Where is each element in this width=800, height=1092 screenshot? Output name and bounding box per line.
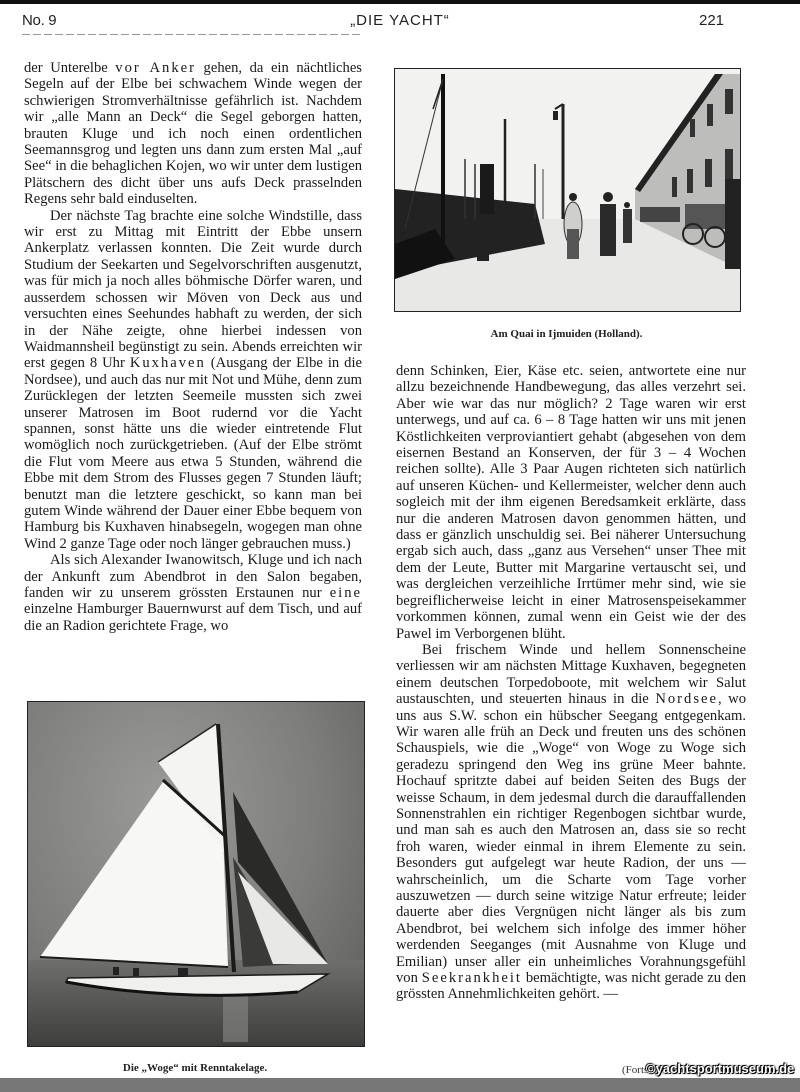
paragraph: Der nächste Tag brachte eine solche Windstille, dass wir erst zu Mittag mit Eintritt der Ebbe unsern Ankerplatz verlassen konnten. Die Zeit wurde durch Studium der Seekarten und Segelvorschriften ausgenutzt, was für mich ja noch alles böhmische Dörfer waren, und ausserdem schossen wir Möven von Deck aus und versuchten eines Seehundes habhaft zu werden, der sich in der Nähe zeigte, ohne hierbei indessen von Waidmannsheil begünstigt zu sein. Abends erreichten wir erst gegen 8 Uhr Kuxhaven (Ausgang der Elbe in die Nordsee), und auch das nur mit Not und Mühe, denn zum Zurücklegen der letzten Seemeile mussten sich zwei unserer Matrosen im Boot rudernd vor die Yacht spannen, sonst hätte uns die wieder eintretende Flut womöglich noch zurückgetrieben. (Auf der Elbe strömt die Flut vom Meere aus etwa 5 Stunden, während die Ebbe mit dem Strom des Flusses gegen 7 Stunden läuft; benutzt man die letztere geschickt, so kann man bei gutem Winde während der Dauer einer Ebbe bequem von Hamburg bis Kuxhaven hinabsegeln, wogegen man ohne Wind 2 ganze Tage oder noch länger gebrauchen muss.)	[24, 207, 362, 552]
journal-title: „DIE YACHT“	[350, 12, 450, 29]
photo-quai-ijmuiden	[394, 68, 741, 312]
paragraph: Als sich Alexander Iwanowitsch, Kluge und ich nach der Ankunft zum Abendbrot in den Salon begaben, fanden wir zu unserem grössten Erstaunen nur eine einzelne Hamburger Bauernwurst auf dem Tisch, und auf die an Radion gerichtete Frage, wo	[24, 552, 362, 634]
paragraph: denn Schinken, Eier, Käse etc. seien, antwortete eine nur allzu bezeichnende Handbewegung, das alles verzehrt sei. Aber wie war das nur möglich? 2 Tage waren wir erst unterwegs, und auf ca. 6 – 8 Tage hatten wir uns mit jenen Köstlichkeiten verproviantiert gehabt (abgesehen von dem eisernen Bestand an Konserven, der für 3 – 4 Wochen reichen sollte). Alle 3 Paar Augen richteten sich natürlich auf unseren Küchen- und Kellermeister, welcher denn auch sogleich mit der ihm eigenen Beredsamkeit erklärte, dass nur die anderen Matrosen davon genommen hätten, und dass er gänzlich unschuldig sei. Bei näherer Untersuchung ergab sich auch, dass „ganz aus Versehen“ unser Thee mit dem der Leute, Butter mit Margarine vertauscht sei, und was dergleichen verzeihliche Irrtümer mehr sind, wie sie begreiflicherweise leicht in einer Matrosenspeisekammer vorkommen können, zumal wenn ein Geist wie der des Pawel im Verborgenen blüht.	[396, 363, 746, 642]
watermark: ©yachtsportmuseum.de	[646, 1061, 795, 1076]
right-text-column	[396, 363, 746, 1003]
page-number: 221	[699, 12, 725, 29]
caption-quai: Am Quai in Ijmuiden (Holland).	[490, 328, 643, 340]
continuation-note: (Forts	[622, 1064, 649, 1076]
header-rule	[22, 34, 362, 35]
scan-bottom-edge	[0, 1078, 800, 1092]
issue-number: No. 9	[22, 12, 57, 29]
left-text-column	[24, 60, 362, 634]
harbor-quay-illustration	[395, 69, 740, 311]
page-header	[0, 8, 800, 32]
sailing-yacht-illustration	[28, 702, 364, 1046]
paragraph: der Unterelbe vor Anker gehen, da ein nächtliches Segeln auf der Elbe bei schwachem Winde wegen der schwierigen Stromverhältnisse gefährlich ist. Nachdem wir „alle Mann an Deck“ die Segel geborgen hatten, brauten Kluge und ich noch einen ordentlichen Seemannsgrog und legten uns dann zum ersten Mal „auf See“ in die behaglichen Kojen, wo wir unter dem lustigen Plätschern des dicht über uns aufs Deck prasselnden Regens sehr bald einduselten.	[24, 60, 362, 208]
paragraph: Bei frischem Winde und hellem Sonnenscheine verliessen wir am nächsten Mittage Kuxhaven, begegneten einem deutschen Torpedoboote, mit welchem wir Salut austauschten, und steuerten hinaus in die Nordsee, wo uns aus S.W. schon ein hübscher Seegang entgegenkam. Wir waren alle früh an Deck und freuten uns des schönen Schauspiels, wie die „Woge“ von Woge zu Woge sich geradezu springend den Weg ins grüne Meer bahnte. Hochauf spritzte dabei auf beiden Seiten des Bugs der weisse Schaum, in dem jedesmal durch die darauffallenden Sonnenstrahlen ein richtiger Regenbogen sichtbar wurde, und man sah es auch den Matrosen an, dass sie so recht froh waren, wieder einmal in ihrem Elemente zu sein. Besonders gut aufgelegt war heute Radion, der uns — wahrscheinlich, um die Scharte vom Tage vorher auszuwetzen — durch seine witzige Natur erfreute; leider dauerte aber dies Vergnügen nicht länger als bis zum Abendbrot, bei welchem sich infolge des immer höher werdenden Seeganges (mit Ausnahme von Kluge und Emilian) unser aller ein unheimliches Vorahnungsgefühl von Seekrankheit bemächtigte, was nicht gerade zu den grössten Annehmlichkeiten gehört. —	[396, 641, 746, 1003]
photo-woge-yacht	[27, 701, 365, 1047]
scan-top-edge	[0, 0, 800, 4]
caption-woge: Die „Woge“ mit Renntakelage.	[122, 1062, 268, 1074]
